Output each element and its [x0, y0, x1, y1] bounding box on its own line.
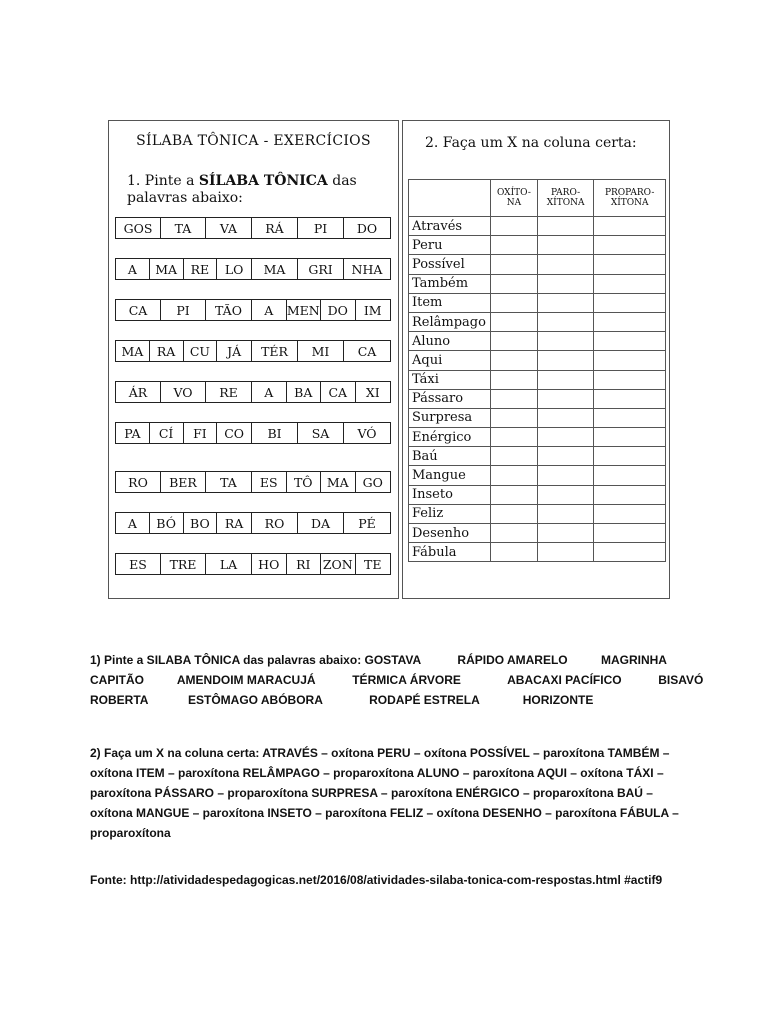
word-cell: Surpresa	[409, 408, 491, 427]
syllable-cell[interactable]: CÍ	[150, 423, 184, 443]
word-cell: Inseto	[409, 485, 491, 504]
oxitona-answer-cell[interactable]	[491, 332, 538, 351]
proparoxitona-answer-cell[interactable]	[594, 332, 666, 351]
syllable-cell[interactable]: GO	[362, 474, 383, 490]
oxitona-answer-cell[interactable]	[491, 524, 538, 543]
oxitona-answer-cell[interactable]	[491, 408, 538, 427]
syllable-cell[interactable]: ES	[116, 554, 161, 574]
table-row	[409, 408, 666, 427]
syllable-cell[interactable]: DO	[356, 220, 378, 236]
paroxitona-answer-cell[interactable]	[537, 524, 594, 543]
word-cell: Relâmpago	[409, 312, 491, 331]
word-cell: Também	[409, 274, 491, 293]
word-box	[115, 553, 252, 575]
table-row	[409, 351, 666, 370]
paroxitona-answer-cell[interactable]	[537, 255, 594, 274]
oxitona-answer-cell[interactable]	[491, 466, 538, 485]
table-row	[409, 236, 666, 255]
syllable-cell[interactable]: RÁ	[252, 218, 298, 238]
paroxitona-answer-cell[interactable]	[537, 447, 594, 466]
paroxitona-answer-cell[interactable]	[537, 217, 594, 236]
syllable-cell[interactable]: JÁ	[227, 343, 242, 359]
syllable-cell[interactable]: IM	[363, 302, 382, 318]
proparoxitona-answer-cell[interactable]	[594, 293, 666, 312]
proparoxitona-answer-cell[interactable]	[594, 485, 666, 504]
paroxitona-answer-cell[interactable]	[537, 274, 594, 293]
syllable-cell[interactable]: TÉR	[252, 341, 298, 361]
syllable-cell[interactable]: LO	[224, 261, 244, 277]
answer-1-line: ROBERTA ESTÔMAGO ABÓBORA RODAPÉ ESTRELA HORIZONTE	[90, 693, 594, 707]
table-row	[409, 543, 666, 562]
word-cell: Pássaro	[409, 389, 491, 408]
word-box	[251, 340, 391, 362]
syllable-cell[interactable]: VO	[161, 382, 206, 402]
syllable-cell[interactable]: TÔ	[287, 472, 322, 492]
proparoxitona-answer-cell[interactable]	[594, 274, 666, 293]
word-cell: Baú	[409, 447, 491, 466]
word-box	[115, 217, 252, 239]
word-cell: Peru	[409, 236, 491, 255]
syllable-cell[interactable]: ZON	[321, 554, 356, 574]
paroxitona-answer-cell[interactable]	[537, 293, 594, 312]
syllable-cell[interactable]: MEN	[287, 300, 322, 320]
syllable-cell[interactable]: RI	[287, 554, 322, 574]
syllable-cell[interactable]: VA	[219, 220, 238, 236]
word-cell: Item	[409, 293, 491, 312]
right-exercise-panel	[402, 120, 670, 599]
table-row	[409, 274, 666, 293]
table-header-row	[409, 180, 666, 217]
syllable-cell[interactable]: TA	[161, 218, 206, 238]
paroxitona-answer-cell[interactable]	[537, 236, 594, 255]
word-cell: Aluno	[409, 332, 491, 351]
word-box	[115, 340, 252, 362]
word-cell: Desenho	[409, 524, 491, 543]
answer-2: 2) Faça um X na coluna certa: ATRAVÉS – oxítona PERU – oxítona POSSÍVEL – paroxítona TAMBÉM – oxítona ITEM – paroxítona RELÂMPAGO – proparoxítona ALUNO – paroxítona AQUI – oxítona TÁXI – paroxítona PÁSSARO – proparoxítona SURPRESA – paroxítona ENÉRGICO – proparoxítona BAÚ – oxítona MANGUE – paroxítona INSETO – paroxítona FELIZ – oxítona DESENHO – paroxítona FÁBULA – proparoxítona	[90, 746, 679, 840]
word-cell: Táxi	[409, 370, 491, 389]
syllable-cell[interactable]: RE	[184, 259, 218, 279]
classification-table	[408, 179, 666, 562]
proparoxitona-answer-cell[interactable]	[594, 255, 666, 274]
oxitona-answer-cell[interactable]	[491, 274, 538, 293]
proparoxitona-answer-cell[interactable]	[594, 504, 666, 523]
header-proparoxitona: PROPARO-XÍTONA	[594, 180, 666, 217]
oxitona-answer-cell[interactable]	[491, 293, 538, 312]
paroxitona-answer-cell[interactable]	[537, 428, 594, 447]
oxitona-answer-cell[interactable]	[491, 389, 538, 408]
header-paroxitona: PARO-XÍTONA	[537, 180, 594, 217]
oxitona-answer-cell[interactable]	[491, 370, 538, 389]
syllable-cell[interactable]: CA	[321, 382, 356, 402]
syllable-cell[interactable]: HO	[252, 554, 287, 574]
table-row	[409, 504, 666, 523]
syllable-cell[interactable]: MA	[116, 341, 150, 361]
table-row	[409, 332, 666, 351]
syllable-cell[interactable]: A	[252, 300, 287, 320]
syllable-cell[interactable]: A	[116, 513, 150, 533]
paroxitona-answer-cell[interactable]	[537, 312, 594, 331]
syllable-cell[interactable]: MI	[298, 341, 344, 361]
left-exercise-panel	[108, 120, 399, 599]
syllable-cell[interactable]: BER	[161, 472, 206, 492]
oxitona-answer-cell[interactable]	[491, 312, 538, 331]
proparoxitona-answer-cell[interactable]	[594, 217, 666, 236]
proparoxitona-answer-cell[interactable]	[594, 408, 666, 427]
paroxitona-answer-cell[interactable]	[537, 332, 594, 351]
word-box	[251, 553, 391, 575]
syllable-cell[interactable]: DA	[298, 513, 344, 533]
table-row	[409, 255, 666, 274]
syllable-cell[interactable]: RA	[150, 341, 184, 361]
syllable-cell[interactable]: BO	[184, 513, 218, 533]
word-box	[115, 422, 252, 444]
table-row	[409, 447, 666, 466]
answer-1-line: CAPITÃO AMENDOIM MARACUJÁ TÉRMICA ÁRVORE ABACAXI PACÍFICO BISAVÓ	[90, 673, 704, 687]
proparoxitona-answer-cell[interactable]	[594, 351, 666, 370]
table-row	[409, 466, 666, 485]
proparoxitona-answer-cell[interactable]	[594, 543, 666, 562]
proparoxitona-answer-cell[interactable]	[594, 236, 666, 255]
oxitona-answer-cell[interactable]	[491, 447, 538, 466]
word-box	[251, 258, 391, 280]
paroxitona-answer-cell[interactable]	[537, 389, 594, 408]
syllable-cell[interactable]: XI	[365, 384, 380, 400]
table-row	[409, 293, 666, 312]
word-box	[115, 381, 252, 403]
proparoxitona-answer-cell[interactable]	[594, 466, 666, 485]
answer-1	[90, 650, 704, 710]
syllable-cell[interactable]: MA	[321, 472, 356, 492]
syllable-cell[interactable]: GRI	[298, 259, 344, 279]
syllable-cell[interactable]: CU	[184, 341, 218, 361]
paroxitona-answer-cell[interactable]	[537, 466, 594, 485]
oxitona-answer-cell[interactable]	[491, 504, 538, 523]
proparoxitona-answer-cell[interactable]	[594, 428, 666, 447]
paroxitona-answer-cell[interactable]	[537, 543, 594, 562]
proparoxitona-answer-cell[interactable]	[594, 389, 666, 408]
oxitona-answer-cell[interactable]	[491, 351, 538, 370]
word-box	[251, 217, 391, 239]
header-oxitona: OXÍTO-NA	[491, 180, 538, 217]
oxitona-answer-cell[interactable]	[491, 543, 538, 562]
syllable-cell[interactable]: SA	[298, 423, 344, 443]
syllable-cell[interactable]: PI	[298, 218, 344, 238]
table-row	[409, 370, 666, 389]
syllable-cell[interactable]: MA	[252, 259, 298, 279]
table-row	[409, 389, 666, 408]
table-row	[409, 428, 666, 447]
word-cell: Feliz	[409, 504, 491, 523]
exercise-title: SÍLABA TÔNICA - EXERCÍCIOS	[136, 133, 371, 149]
word-cell: Fábula	[409, 543, 491, 562]
word-box	[251, 299, 391, 321]
word-cell: Aqui	[409, 351, 491, 370]
paroxitona-answer-cell[interactable]	[537, 370, 594, 389]
word-cell: Possível	[409, 255, 491, 274]
proparoxitona-answer-cell[interactable]	[594, 447, 666, 466]
syllable-cell[interactable]: TRE	[161, 554, 206, 574]
proparoxitona-answer-cell[interactable]	[594, 312, 666, 331]
paroxitona-answer-cell[interactable]	[537, 351, 594, 370]
syllable-cell[interactable]: PA	[116, 423, 150, 443]
syllable-cell[interactable]: LA	[219, 556, 238, 572]
syllable-cell[interactable]: FI	[184, 423, 218, 443]
instruction-2: 2. Faça um X na coluna certa:	[425, 135, 637, 151]
word-cell: Mangue	[409, 466, 491, 485]
oxitona-answer-cell[interactable]	[491, 485, 538, 504]
syllable-cell[interactable]: DO	[321, 300, 356, 320]
syllable-cell[interactable]: ES	[252, 472, 287, 492]
word-box	[251, 512, 391, 534]
syllable-cell[interactable]: RA	[224, 515, 244, 531]
syllable-cell[interactable]: NHA	[351, 261, 383, 277]
paroxitona-answer-cell[interactable]	[537, 504, 594, 523]
source-line: Fonte: http://atividadespedagogicas.net/2016/08/atividades-silaba-tonica-com-respostas.html #actif9	[90, 873, 663, 887]
syllable-cell[interactable]: A	[252, 382, 287, 402]
syllable-cell[interactable]: PÉ	[358, 515, 376, 531]
syllable-cell[interactable]: ÁR	[116, 382, 161, 402]
paroxitona-answer-cell[interactable]	[537, 408, 594, 427]
syllable-cell[interactable]: VÓ	[357, 425, 377, 441]
oxitona-answer-cell[interactable]	[491, 428, 538, 447]
header-word	[409, 180, 491, 217]
syllable-cell[interactable]: BA	[287, 382, 322, 402]
syllable-cell[interactable]: BI	[252, 423, 298, 443]
word-cell: Através	[409, 217, 491, 236]
proparoxitona-answer-cell[interactable]	[594, 370, 666, 389]
proparoxitona-answer-cell[interactable]	[594, 524, 666, 543]
syllable-cell[interactable]: MA	[150, 259, 184, 279]
syllable-cell[interactable]: TA	[220, 474, 237, 490]
syllable-cell[interactable]: BÓ	[150, 513, 184, 533]
answer-1-line: 1) Pinte a SILABA TÔNICA das palavras abaixo: GOSTAVA RÁPIDO AMARELO MAGRINHA	[90, 653, 667, 667]
syllable-cell[interactable]: CO	[224, 425, 245, 441]
paroxitona-answer-cell[interactable]	[537, 485, 594, 504]
syllable-cell[interactable]: RE	[219, 384, 238, 400]
word-box	[251, 422, 391, 444]
instruction-1: 1. Pinte a SÍLABA TÔNICA das palavras abaixo:	[127, 173, 357, 206]
syllable-cell[interactable]: TE	[364, 556, 382, 572]
table-row	[409, 312, 666, 331]
syllable-cell[interactable]: A	[116, 259, 150, 279]
oxitona-answer-cell[interactable]	[491, 236, 538, 255]
syllable-cell[interactable]: RO	[116, 472, 161, 492]
table-row	[409, 217, 666, 236]
word-box	[251, 381, 391, 403]
word-box	[115, 471, 252, 493]
syllable-cell[interactable]: TÃO	[215, 302, 242, 318]
word-box	[251, 471, 391, 493]
word-box	[115, 299, 252, 321]
word-box	[115, 258, 252, 280]
word-box	[115, 512, 252, 534]
syllable-cell[interactable]: PI	[161, 300, 206, 320]
oxitona-answer-cell[interactable]	[491, 255, 538, 274]
syllable-cell[interactable]: CA	[357, 343, 377, 359]
syllable-cell[interactable]: RO	[252, 513, 298, 533]
table-row	[409, 524, 666, 543]
oxitona-answer-cell[interactable]	[491, 217, 538, 236]
table-row	[409, 485, 666, 504]
syllable-cell[interactable]: CA	[116, 300, 161, 320]
word-cell: Enérgico	[409, 428, 491, 447]
syllable-cell[interactable]: GOS	[116, 218, 161, 238]
